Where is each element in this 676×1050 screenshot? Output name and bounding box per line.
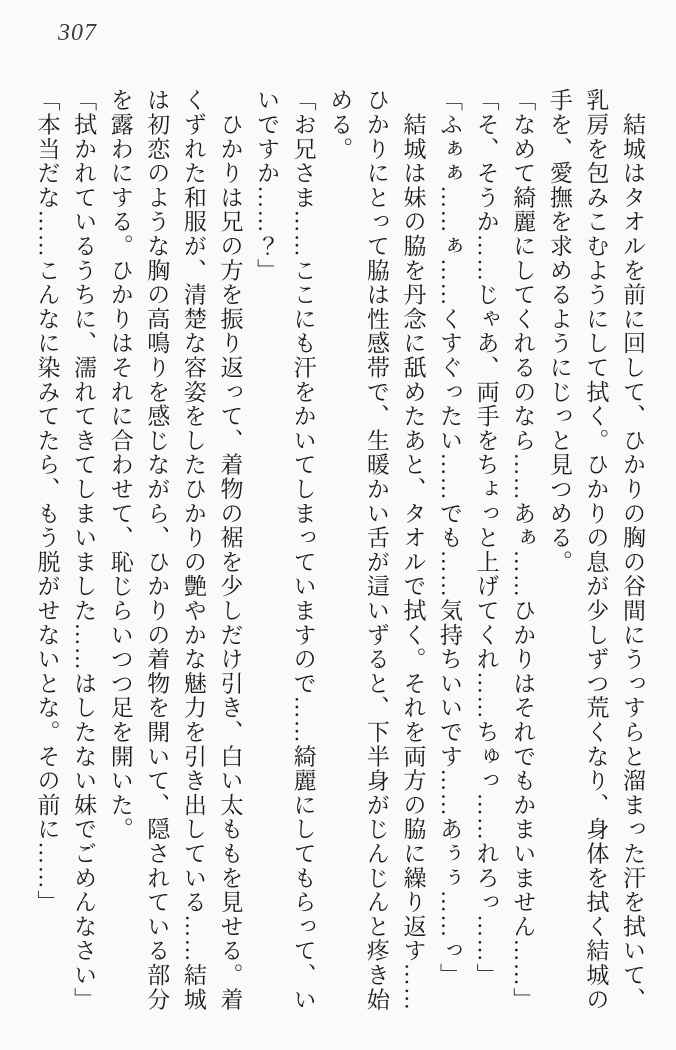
text-line: 「なめて綺麗にしてくれるのなら……あぁ……ひかりはそれでもかまいません……」 xyxy=(510,88,536,1012)
text-line: 「拭かれているうちに、濡れてきてしまいました……はしたない妹でごめんなさい」 xyxy=(71,88,97,1012)
text-line: 「本当だな……こんなに染みてたら、もう脱がせないとな。その前に……」 xyxy=(34,88,60,915)
text-line: 「そ、そうか……じゃあ、両手をちょっと上げてくれ……ちゅっ……れろっ……」 xyxy=(473,88,499,988)
text-line: 結城は妹の脇を丹念に舐めたあと、タオルで拭く。それを両方の脇に繰り返す…… xyxy=(400,88,426,1012)
text-line: は初恋のような胸の高鳴りを感じながら、ひかりの着物を開いて、隠されている部分 xyxy=(144,88,170,1012)
text-line: 結城はタオルを前に回して、ひかりの胸の谷間にうっすらと溜まった汗を拭いて、 xyxy=(620,88,645,1012)
text-line: を露わにする。ひかりはそれに合わせて、恥じらいつつ足を開いた。 xyxy=(107,88,133,842)
page-number: 307 xyxy=(58,20,97,46)
text-line: める。 xyxy=(327,88,353,161)
text-line: くずれた和服が、清楚な容姿をしたひかりの艶やかな魅力を引き出している……結城 xyxy=(180,88,206,1012)
text-line: 乳房を包みこむようにして拭く。ひかりの息が少しずつ荒くなり、身体を拭く結城の xyxy=(583,88,609,1012)
text-line: 「お兄さま……ここにも汗をかいてしまっていますので……綺麗にしてもらって、い xyxy=(290,88,316,1012)
text-line: いですか……？」 xyxy=(254,88,280,283)
text-line: ひかりにとって脇は性感帯で、生暖かい舌が這いずると、下半身がじんじんと疼き始 xyxy=(363,88,389,1012)
text-line: 手を、愛撫を求めるようにじっと見つめる。 xyxy=(546,88,572,574)
body-text xyxy=(28,88,650,1014)
text-line: ひかりは兄の方を振り返って、着物の裾を少しだけ引き、白い太ももを見せる。着 xyxy=(217,88,243,1012)
text-line: 「ふぁぁ……ぁ……くすぐったい……でも……気持ちいいです……あぅぅ……っ」 xyxy=(437,88,463,988)
